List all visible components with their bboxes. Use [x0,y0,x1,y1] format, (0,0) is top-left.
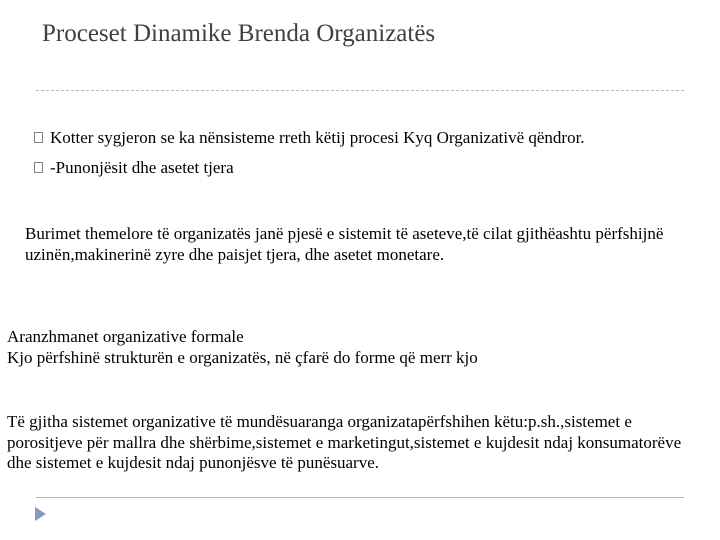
slide-title: Proceset Dinamike Brenda Organizatës [42,20,436,47]
bottom-divider [36,497,684,498]
paragraph-systems: Të gjitha sistemet organizative të mundësuaranga organizatapërfshihen këtu:p.sh.,sistemet e porositjeve për mallra dhe shërbime,sistemet e marketingut,sistemet e kujdesit ndaj konsumatorëve dhe sistemet e kujdesit ndaj punonjësve të punësuarve. [7,412,682,472]
bullet-item [34,157,664,178]
nav-arrow-icon[interactable] [35,507,46,521]
bullet-text: Kotter sygjeron se ka nënsisteme rreth këtij procesi Kyq Organizativë qëndror. [50,128,585,147]
bullet-square-icon [34,162,43,173]
paragraph-formal-arrangements [7,327,687,368]
formal-arrangements-text: Kjo përfshinë strukturën e organizatës, në çfarë do forme që merr kjo [7,347,478,367]
bullet-square-icon [34,132,43,143]
paragraph-resources: Burimet themelore të organizatës janë pjesë e sistemit të aseteve,të cilat gjithëashtu përfshijnë uzinën,makinerinë zyre dhe paisjet tjera, dhe asetet monetare. [25,224,664,264]
bullet-list [34,127,664,187]
formal-arrangements-heading: Aranzhmanet organizative formale [7,327,244,346]
bullet-text: -Punonjësit dhe asetet tjera [50,158,234,177]
bullet-item [34,127,664,148]
title-divider [36,90,684,91]
